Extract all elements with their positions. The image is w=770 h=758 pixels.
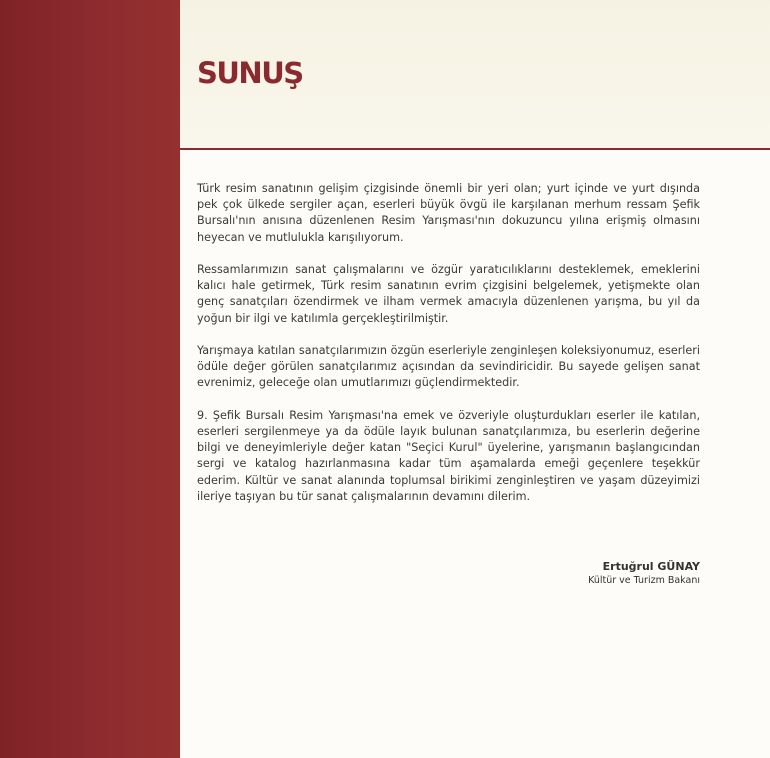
paragraph-4: 9. Şefik Bursalı Resim Yarışması'na emek ve özveriyle oluşturdukları eserler ile katılan, eserleri sergilenmeye ya da ödüle layık bulunan sanatçılarımıza, bu eserlerin değerine bilgi ve deneyimleriyle değer katan "Seçici Kurul" üyelerine, yarışmanın başlangıcından sergi ve katalog hazırlanmasına kadar tüm aşamalarda emeği geçenlere teşekkür ederim. Kültür ve sanat alanında toplumsal birikimi zenginleştiren ve yaşam düzeyimizi ileriye taşıyan bu tür sanat çalışmalarının devamını dilerim. xyxy=(197,408,700,503)
body-text xyxy=(197,181,700,521)
signature-block xyxy=(588,559,700,588)
paragraph-1: Türk resim sanatının gelişim çizgisinde önemli bir yeri olan; yurt içinde ve yurt dışında pek çok ülkede sergiler açan, eserleri büyük övgü ile karşılanan merhum ressam Şefik Bursalı'nın anısına düzenlenen Resim Yarışması'nın dokuzuncu yılına erişmiş olmasını heyecan ve mutlulukla karışılıyorum. xyxy=(197,182,700,244)
signature-role: Kültür ve Turizm Bakanı xyxy=(588,575,700,586)
left-color-band xyxy=(0,0,180,758)
page-title: SUNUŞ xyxy=(197,56,303,90)
signature-name: Ertuğrul GÜNAY xyxy=(602,560,700,573)
paragraph-3: Yarışmaya katılan sanatçılarımızın özgün eserleriyle zenginleşen koleksiyonumuz, eserleri ödüle değer görülen sanatçılarımız açısından da sevindiricidir. Bu sayede gelişen sanat evrenimiz, geleceğe olan umutlarımızı güçlendirmektedir. xyxy=(197,344,700,390)
paragraph-2: Ressamlarımızın sanat çalışmalarını ve özgür yaratıcılıklarını desteklemek, emeklerini kalıcı hale getirmek, Türk resim sanatının evrim çizgisini belgelemek, yetişmekte olan genç sanatçıları özendirmek ve ilham vermek amacıyla düzenlenen yarışma, bu yıl da yoğun bir ilgi ve katılımla gerçekleştirilmiştir. xyxy=(197,263,700,325)
